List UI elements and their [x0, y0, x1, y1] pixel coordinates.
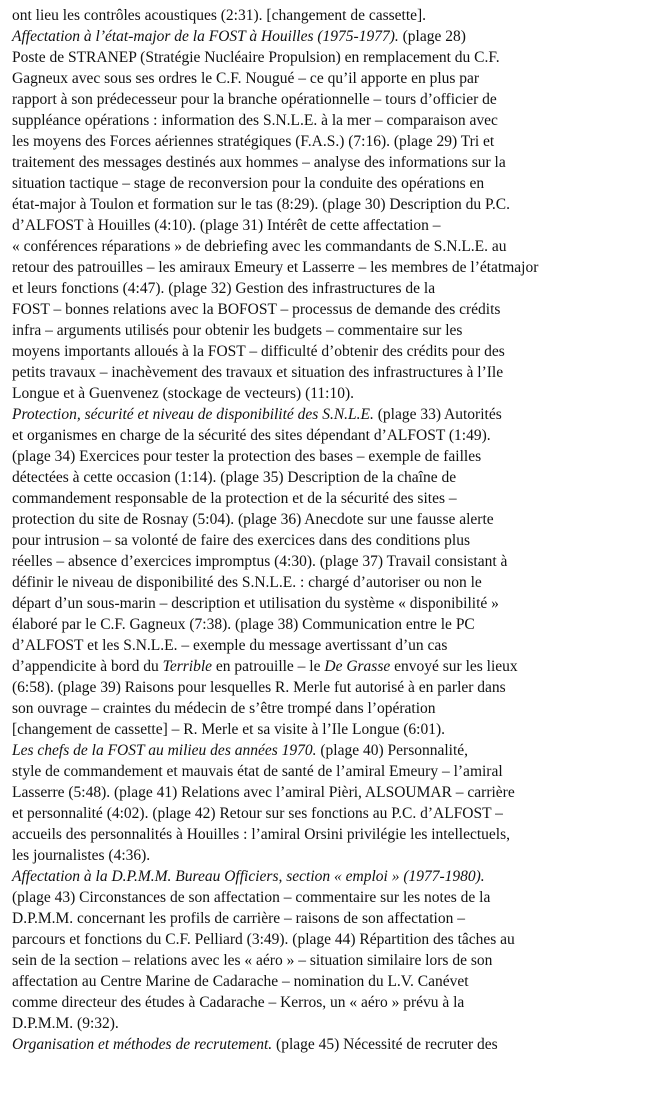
text-line — [12, 803, 652, 824]
text-line — [12, 530, 652, 551]
text-line — [12, 950, 652, 971]
text-line — [12, 698, 652, 719]
text-line — [12, 110, 652, 131]
document-page — [12, 5, 652, 1055]
text-line — [12, 5, 652, 26]
text-line — [12, 215, 652, 236]
text-segment: élaboré par le C.F. Gagneux (7:38). (plage 38) Communication entre le PC — [12, 616, 475, 633]
italic-text-segment: Les chefs de la FOST au milieu des années 1970. — [12, 742, 317, 759]
text-segment: commandement responsable de la protection et de la sécurité des sites – — [12, 490, 457, 507]
text-segment: ont lieu les contrôles acoustiques (2:31). [changement de cassette]. — [12, 7, 427, 24]
text-segment: et leurs fonctions (4:47). (plage 32) Gestion des infrastructures de la — [12, 280, 436, 297]
text-segment: rapport à son prédecesseur pour la branche opérationnelle – tours d’officier de — [12, 91, 497, 108]
text-segment: et organismes en charge de la sécurité des sites dépendant d’ALFOST (1:49). — [12, 427, 491, 444]
text-segment: son ouvrage – craintes du médecin de s’être trompé dans l’opération — [12, 700, 436, 717]
text-line — [12, 551, 652, 572]
text-segment: d’ALFOST et les S.N.L.E. – exemple du message avertissant d’un cas — [12, 637, 448, 654]
italic-text-segment: Protection, sécurité et niveau de disponibilité des S.N.L.E. — [12, 406, 374, 423]
text-line — [12, 68, 652, 89]
text-segment: d’appendicite à bord du — [12, 658, 163, 675]
text-line — [12, 194, 652, 215]
text-line — [12, 362, 652, 383]
text-segment: (plage 43) Circonstances de son affectation – commentaire sur les notes de la — [12, 889, 491, 906]
text-segment: D.P.M.M. (9:32). — [12, 1015, 119, 1032]
text-segment: état-major à Toulon et formation sur le tas (8:29). (plage 30) Description du P.C. — [12, 196, 510, 213]
text-segment: [changement de cassette] – R. Merle et sa visite à l’Ile Longue (6:01). — [12, 721, 445, 738]
text-line — [12, 719, 652, 740]
text-segment: D.P.M.M. concernant les profils de carrière – raisons de son affectation – — [12, 910, 465, 927]
text-line — [12, 509, 652, 530]
text-segment: sein de la section – relations avec les « aéro » – situation similaire lors de son — [12, 952, 493, 969]
text-segment: en patrouille – le — [212, 658, 325, 675]
text-segment: situation tactique – stage de reconversion pour la conduite des opérations en — [12, 175, 485, 192]
text-segment: affectation au Centre Marine de Cadarache – nomination du L.V. Canévet — [12, 973, 469, 990]
text-line — [12, 278, 652, 299]
text-line — [12, 761, 652, 782]
text-line — [12, 656, 652, 677]
text-line — [12, 614, 652, 635]
text-segment: Gagneux avec sous ses ordres le C.F. Nougué – ce qu’il apporte en plus par — [12, 70, 480, 87]
text-segment: (plage 45) Nécessité de recruter des — [272, 1036, 498, 1053]
text-segment: retour des patrouilles – les amiraux Emeury et Lasserre – les membres de l’étatmajor — [12, 259, 539, 276]
text-segment: envoyé sur les lieux — [390, 658, 518, 675]
italic-text-segment: De Grasse — [324, 658, 391, 675]
text-line — [12, 1034, 652, 1055]
text-line — [12, 467, 652, 488]
text-segment: réelles – absence d’exercices impromptus (4:30). (plage 37) Travail consistant à — [12, 553, 508, 570]
italic-text-segment: Organisation et méthodes de recrutement. — [12, 1036, 273, 1053]
text-segment: départ d’un sous-marin – description et utilisation du système « disponibilité » — [12, 595, 499, 612]
text-segment: « conférences réparations » de debriefing avec les commandants de S.N.L.E. au — [12, 238, 507, 255]
italic-text-segment: Terrible — [162, 658, 213, 675]
italic-text-segment: Affectation à la D.P.M.M. Bureau Officiers, section « emploi » (1977-1980). — [12, 868, 485, 885]
text-line — [12, 299, 652, 320]
text-line — [12, 425, 652, 446]
text-line — [12, 1013, 652, 1034]
text-line — [12, 887, 652, 908]
text-segment: infra – arguments utilisés pour obtenir les budgets – commentaire sur les — [12, 322, 463, 339]
text-segment: et personnalité (4:02). (plage 42) Retour sur ses fonctions au P.C. d’ALFOST – — [12, 805, 503, 822]
text-line — [12, 929, 652, 950]
text-segment: parcours et fonctions du C.F. Pelliard (3:49). (plage 44) Répartition des tâches au — [12, 931, 515, 948]
text-segment: moyens importants alloués à la FOST – difficulté d’obtenir des crédits pour des — [12, 343, 505, 360]
text-segment: les journalistes (4:36). — [12, 847, 151, 864]
text-segment: (plage 28) — [398, 28, 466, 45]
text-segment: FOST – bonnes relations avec la BOFOST – processus de demande des crédits — [12, 301, 501, 318]
text-line — [12, 152, 652, 173]
text-segment: (6:58). (plage 39) Raisons pour lesquelles R. Merle fut autorisé à en parler dans — [12, 679, 506, 696]
text-line — [12, 26, 652, 47]
text-line — [12, 257, 652, 278]
text-segment: définir le niveau de disponibilité des S.N.L.E. : chargé d’autoriser ou non le — [12, 574, 482, 591]
text-segment: style de commandement et mauvais état de santé de l’amiral Emeury – l’amiral — [12, 763, 503, 780]
text-line — [12, 635, 652, 656]
text-segment: suppléance opérations : information des S.N.L.E. à la mer – comparaison avec — [12, 112, 498, 129]
text-segment: d’ALFOST à Houilles (4:10). (plage 31) Intérêt de cette affectation – — [12, 217, 441, 234]
text-segment: accueils des personnalités à Houilles : l’amiral Orsini privilégie les intellectuels, — [12, 826, 511, 843]
text-line — [12, 404, 652, 425]
text-segment: comme directeur des études à Cadarache – Kerros, un « aéro » prévu à la — [12, 994, 465, 1011]
text-line — [12, 593, 652, 614]
text-line — [12, 824, 652, 845]
text-segment: les moyens des Forces aériennes stratégiques (F.A.S.) (7:16). (plage 29) Tri et — [12, 133, 495, 150]
text-line — [12, 992, 652, 1013]
text-line — [12, 383, 652, 404]
text-line — [12, 173, 652, 194]
text-line — [12, 236, 652, 257]
text-line — [12, 740, 652, 761]
text-line — [12, 782, 652, 803]
text-line — [12, 488, 652, 509]
text-line — [12, 446, 652, 467]
text-line — [12, 47, 652, 68]
text-segment: petits travaux – inachèvement des travaux et situation des infrastructures à l’Ile — [12, 364, 504, 381]
text-segment: traitement des messages destinés aux hommes – analyse des informations sur la — [12, 154, 506, 171]
text-line — [12, 908, 652, 929]
text-segment: Longue et à Guenvenez (stockage de vecteurs) (11:10). — [12, 385, 354, 402]
text-segment: protection du site de Rosnay (5:04). (plage 36) Anecdote sur une fausse alerte — [12, 511, 494, 528]
text-segment: pour intrusion – sa volonté de faire des exercices dans des conditions plus — [12, 532, 470, 549]
text-segment: (plage 34) Exercices pour tester la protection des bases – exemple de failles — [12, 448, 482, 465]
text-line — [12, 131, 652, 152]
italic-text-segment: Affectation à l’état-major de la FOST à Houilles (1975-1977). — [12, 28, 399, 45]
text-line — [12, 341, 652, 362]
text-line — [12, 845, 652, 866]
text-segment: (plage 33) Autorités — [373, 406, 502, 423]
text-line — [12, 89, 652, 110]
text-line — [12, 677, 652, 698]
text-line — [12, 320, 652, 341]
text-segment: (plage 40) Personnalité, — [316, 742, 469, 759]
text-line — [12, 971, 652, 992]
text-line — [12, 572, 652, 593]
text-segment: Poste de STRANEP (Stratégie Nucléaire Propulsion) en remplacement du C.F. — [12, 49, 500, 66]
text-segment: détectées à cette occasion (1:14). (plage 35) Description de la chaîne de — [12, 469, 457, 486]
text-segment: Lasserre (5:48). (plage 41) Relations avec l’amiral Pièri, ALSOUMAR – carrière — [12, 784, 515, 801]
text-line — [12, 866, 652, 887]
